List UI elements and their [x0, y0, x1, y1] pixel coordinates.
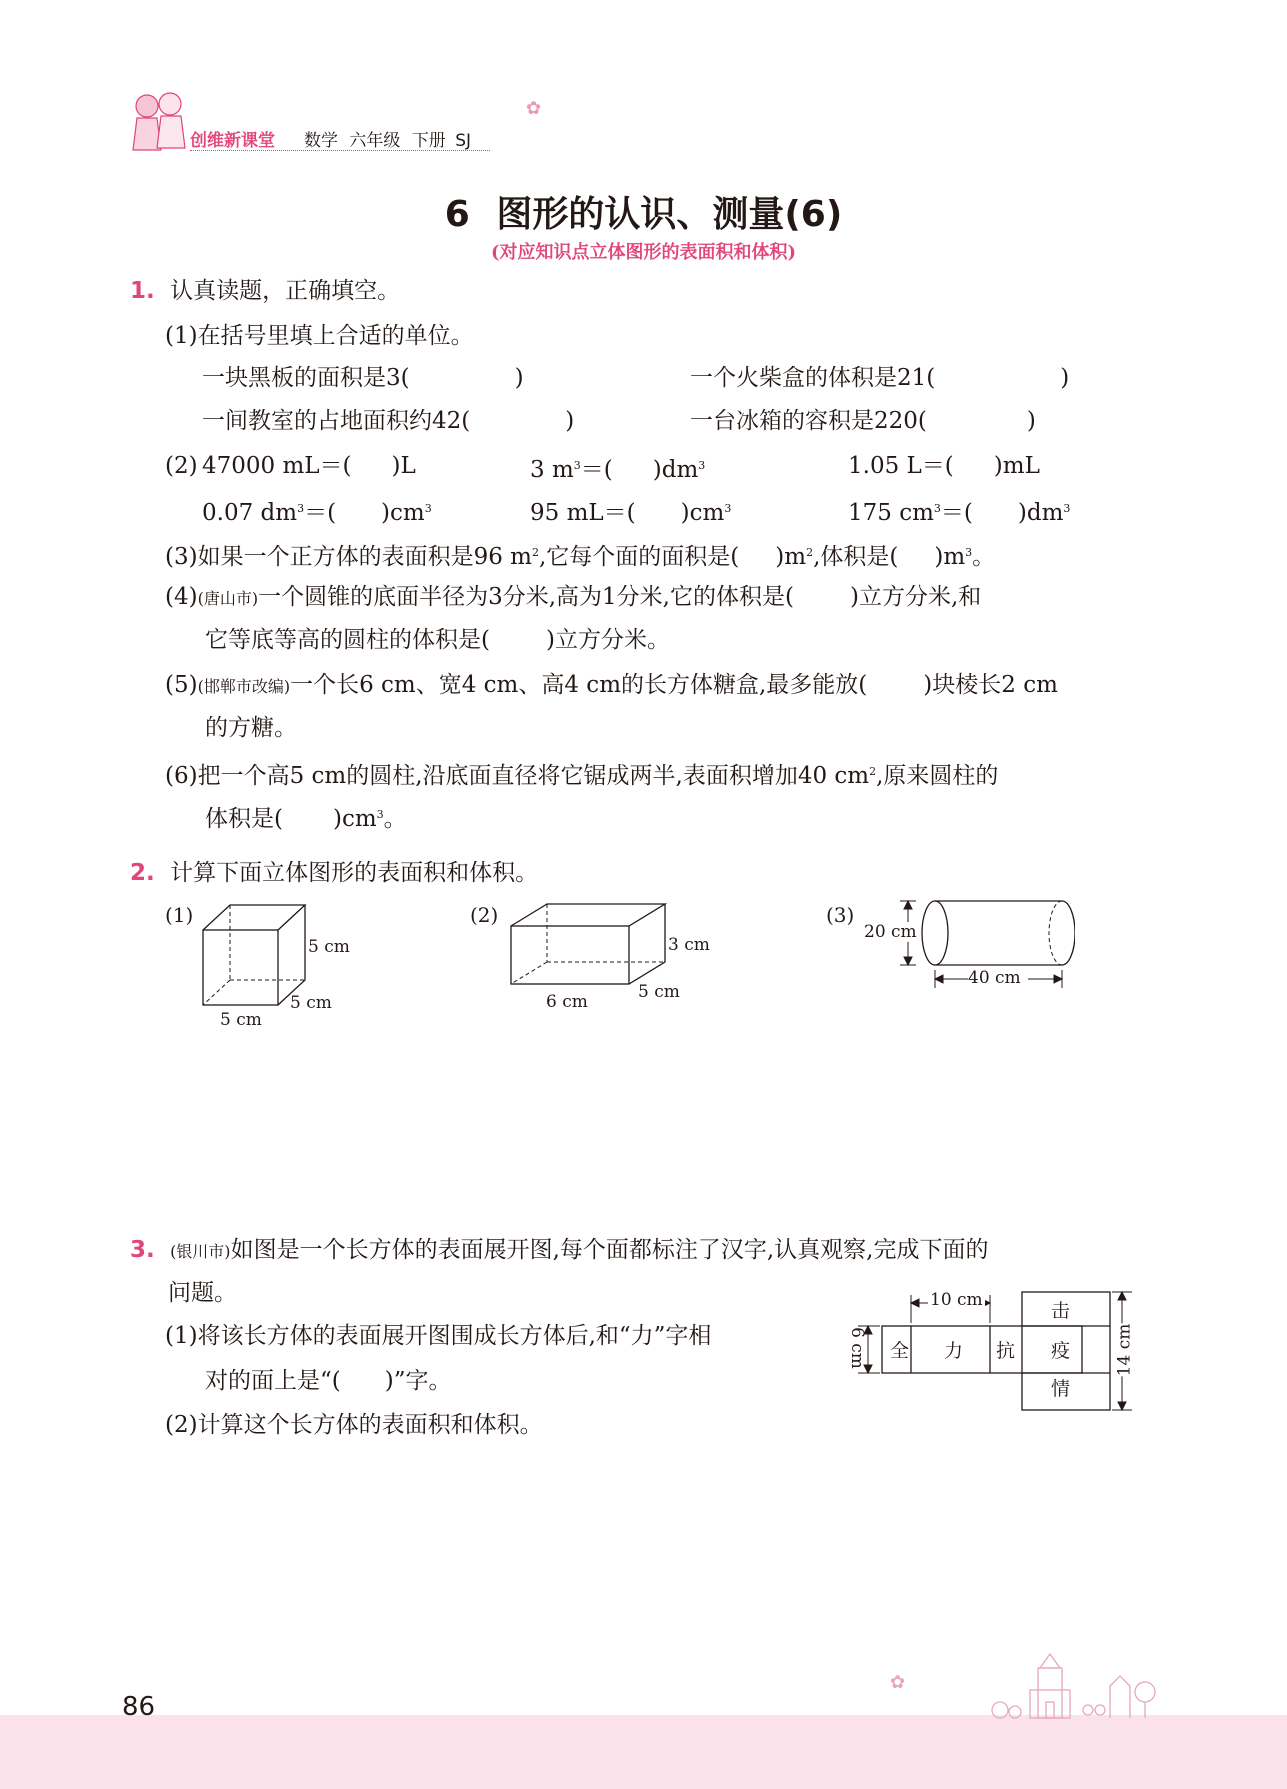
q3-line2: 问题。 — [168, 1280, 237, 1306]
q1-6-sup2: 2 — [869, 765, 877, 778]
fig1-height: 5 cm — [308, 937, 350, 957]
q1-3-text5: )m — [934, 544, 966, 570]
flower-icon: ✿ — [526, 98, 542, 119]
q1-3-sup3: 3 — [965, 546, 973, 559]
q1-5-text1: 一个长6 cm、宽4 cm、高4 cm的长方体糖盒,最多能放( — [290, 672, 868, 698]
q1-2f-unit: )dm — [1017, 500, 1064, 526]
title-text: 图形的认识、测量(6) — [496, 194, 843, 235]
fig2-length: 6 cm — [546, 992, 588, 1012]
fig3-length: 40 cm — [968, 968, 1021, 988]
q1-4-text4: )立方分米。 — [545, 627, 670, 653]
q1-number: 1. — [130, 278, 155, 304]
net-face-quan: 全 — [890, 1340, 910, 1362]
q1-2b — [530, 451, 705, 485]
page-number: 86 — [122, 1692, 156, 1722]
header-edition: SJ — [455, 131, 472, 151]
q1-5-label: (5) — [165, 672, 198, 698]
q1-2b-unit-sup: 3 — [698, 459, 706, 472]
q1-heading — [130, 276, 400, 306]
q1-3-sup2: 2 — [806, 546, 814, 559]
q1-3-text6: 。 — [972, 544, 996, 570]
q1-1c — [202, 406, 574, 436]
header-subject: 数学 — [304, 131, 338, 151]
net-face-li: 力 — [944, 1340, 964, 1362]
q2-prompt: 计算下面立体图形的表面积和体积。 — [170, 860, 539, 886]
q1-6-text4: )cm — [332, 806, 377, 832]
header-underline — [190, 150, 490, 151]
q1-3-text3: )m — [775, 544, 807, 570]
q1-5-text2: )块棱长2 cm — [923, 672, 1058, 698]
net-face-kang: 抗 — [996, 1340, 1016, 1362]
q1-2d-text: 0.07 dm — [202, 500, 298, 526]
q3-number: 3. — [130, 1237, 155, 1263]
q1-4-label: (4) — [165, 584, 198, 610]
title-number: 6 — [444, 194, 470, 235]
castle-icon — [960, 1650, 1170, 1722]
q1-6-text2: ,原来圆柱的 — [876, 763, 999, 789]
q1-2d — [202, 494, 432, 528]
q1-6-text3: 体积是( — [205, 806, 283, 832]
q3-2: (2)计算这个长方体的表面积和体积。 — [165, 1412, 543, 1438]
q1-5-line1 — [165, 670, 1058, 702]
q3-1-line2 — [205, 1366, 451, 1396]
q1-1b — [690, 363, 1069, 393]
fig3-diameter: 20 cm — [864, 922, 917, 942]
q1-2e-unit-sup: 3 — [724, 502, 732, 515]
q1-1d — [690, 406, 1036, 436]
q1-5-source: (邯郸市改编) — [197, 677, 291, 696]
q1-3 — [165, 538, 995, 572]
q1-3-text4: ,体积是( — [813, 544, 899, 570]
q1-5-line2: 的方糖。 — [205, 715, 297, 741]
fig2-depth: 5 cm — [638, 982, 680, 1002]
fig2-label: (2) — [470, 903, 499, 927]
fig1-width: 5 cm — [220, 1010, 262, 1030]
q1-2b-eq: ＝( — [580, 457, 613, 483]
q1-4-text1: 一个圆锥的底面半径为3分米,高为1分米,它的体积是( — [258, 584, 794, 610]
q1-1d-close: ) — [1026, 408, 1036, 434]
q1-2d-unit: )cm — [381, 500, 425, 526]
q1-2d-eq: ＝( — [304, 500, 337, 526]
q1-2e — [530, 494, 731, 528]
header-illustration — [125, 88, 195, 162]
q1-2f-eq: ＝( — [940, 500, 973, 526]
q3-text1: 如图是一个长方体的表面展开图,每个面都标注了汉字,认真观察,完成下面的 — [230, 1237, 989, 1263]
q1-4-source: (唐山市) — [197, 589, 259, 608]
q1-2f — [848, 494, 1070, 528]
q1-3-text1: (3)如果一个正方体的表面积是96 m — [165, 544, 532, 570]
q1-2f-text: 175 cm — [848, 500, 934, 526]
net-right-dim: 14 cm — [1114, 1323, 1135, 1377]
q1-6-text5: 。 — [383, 806, 407, 832]
net-top-dim: 10 cm — [930, 1290, 983, 1310]
q1-1b-close: ) — [1060, 365, 1070, 391]
fig1-label: (1) — [165, 903, 194, 927]
page-subtitle: (对应知识点立体图形的表面积和体积) — [490, 242, 797, 263]
q3-net-diagram — [840, 1285, 1140, 1420]
q3-line1 — [130, 1235, 989, 1267]
q1-3-sup1: 2 — [531, 546, 539, 559]
q3-1-text: 对的面上是“( — [205, 1368, 341, 1394]
q1-2c-text: 1.05 L＝( — [848, 453, 954, 479]
q1-6-line2 — [205, 800, 407, 834]
q1-1d-text: 一台冰箱的容积是220( — [690, 408, 927, 434]
q1-2-label: (2) — [165, 453, 198, 479]
q1-2b-sup: 3 — [573, 459, 581, 472]
fig3-label: (3) — [826, 903, 855, 927]
q1-2e-unit: )cm — [680, 500, 725, 526]
q1-2d-sup: 3 — [297, 502, 305, 515]
q1-1a-close: ) — [514, 365, 524, 391]
header-grade: 六年级 — [349, 131, 401, 151]
q1-2e-text: 95 mL＝( — [530, 500, 636, 526]
net-face-ji: 击 — [1051, 1300, 1071, 1322]
q2-heading — [130, 858, 538, 888]
q1-2a-unit: )L — [391, 453, 416, 479]
q1-2a — [202, 451, 416, 481]
header-series: 创维新课堂 — [190, 131, 275, 151]
footer-band — [0, 1715, 1287, 1789]
q1-2c — [848, 451, 1040, 481]
q1-3-text2: ,它每个面的面积是( — [538, 544, 740, 570]
q1-1a-text: 一块黑板的面积是3( — [202, 365, 410, 391]
q3-1-line1: (1)将该长方体的表面展开图围成长方体后,和“力”字相 — [165, 1323, 712, 1349]
page-title — [0, 186, 1287, 237]
q3-source: (银川市) — [170, 1242, 231, 1261]
fig2-height: 3 cm — [668, 935, 710, 955]
q1-2b-text: 3 m — [530, 457, 574, 483]
q1-2f-sup: 3 — [933, 502, 941, 515]
fig1-depth: 5 cm — [290, 993, 332, 1013]
q1-2d-unit-sup: 3 — [424, 502, 432, 515]
q1-1-label: (1)在括号里填上合适的单位。 — [165, 323, 474, 349]
q1-1a — [202, 363, 524, 393]
header-volume: 下册 — [411, 131, 446, 151]
q1-prompt: 认真读题，正确填空。 — [170, 278, 401, 304]
fig2-cuboid — [505, 900, 675, 990]
q1-4-text2: )立方分米,和 — [849, 584, 982, 610]
net-left-dim: 6 cm — [846, 1327, 867, 1369]
q1-2f-unit-sup: 3 — [1063, 502, 1071, 515]
q1-1c-text: 一间教室的占地面积约42( — [202, 408, 471, 434]
q1-4-text3: 它等底等高的圆柱的体积是( — [205, 627, 490, 653]
q1-2a-text: 47000 mL＝( — [202, 453, 352, 479]
q2-number: 2. — [130, 860, 155, 886]
q1-6-text1: (6)把一个高5 cm的圆柱,沿底面直径将它锯成两半,表面积增加40 cm — [165, 763, 870, 789]
q1-1c-close: ) — [565, 408, 575, 434]
q1-6-sup3: 3 — [376, 808, 384, 821]
q1-6-line1 — [165, 757, 998, 791]
net-face-yi: 疫 — [1051, 1340, 1071, 1362]
header-book-info — [304, 126, 471, 151]
q1-2c-unit: )mL — [993, 453, 1040, 479]
q1-1b-text: 一个火柴盒的体积是21( — [690, 365, 936, 391]
footer-flower-icon: ✿ — [890, 1672, 906, 1693]
net-face-qing: 情 — [1051, 1378, 1071, 1400]
q1-2b-unit: )dm — [652, 457, 699, 483]
q1-4-line1 — [165, 582, 981, 614]
q1-4-line2 — [205, 625, 670, 655]
q3-1-text2: )”字。 — [384, 1368, 452, 1394]
